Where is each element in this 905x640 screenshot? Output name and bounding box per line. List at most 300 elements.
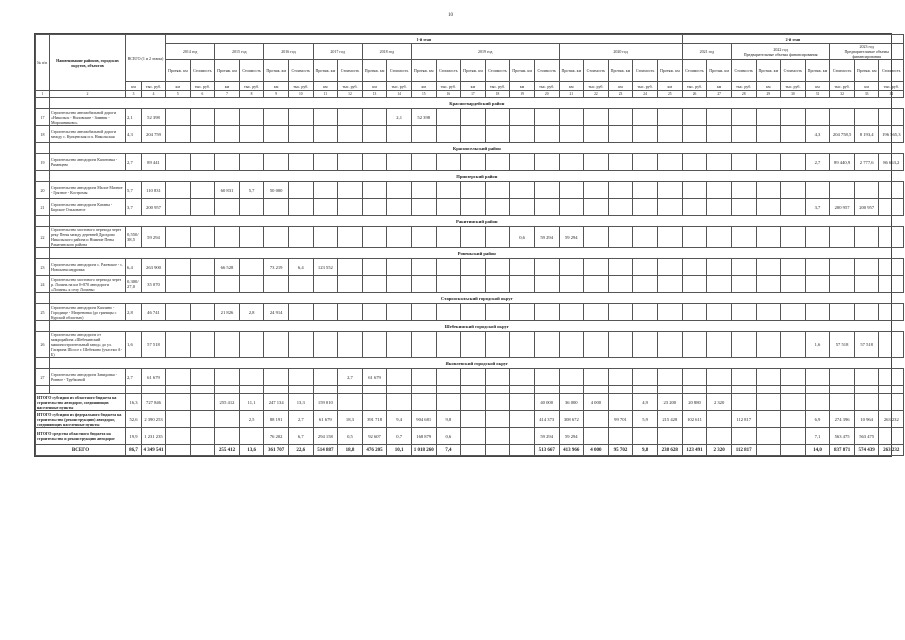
value-cell: 73 219: [264, 259, 289, 276]
blank-cell: [36, 143, 50, 154]
value-cell: [436, 276, 461, 293]
value-cell: [215, 428, 240, 445]
value-cell: [731, 182, 756, 199]
value-cell: [559, 259, 584, 276]
value-cell: [215, 276, 240, 293]
column-number: 13: [362, 91, 387, 98]
value-cell: [608, 126, 633, 143]
value-cell: 40 000: [534, 394, 559, 411]
value-cell: [879, 199, 904, 216]
value-cell: [731, 369, 756, 386]
value-cell: [584, 182, 609, 199]
value-cell: [731, 304, 756, 321]
total-length: 0,550/ 38,5: [126, 227, 142, 248]
blank-cell: [559, 386, 584, 394]
value-cell: 0,6: [510, 227, 535, 248]
blank-cell: [338, 386, 363, 394]
value-cell: [559, 182, 584, 199]
blank-cell: [657, 386, 682, 394]
value-cell: [584, 199, 609, 216]
value-cell: [264, 109, 289, 126]
sub-header-length: Протяж. км: [756, 60, 781, 82]
value-cell: [879, 182, 904, 199]
value-cell: [387, 394, 412, 411]
value-cell: [362, 259, 387, 276]
value-cell: [682, 428, 707, 445]
value-cell: [485, 369, 510, 386]
value-cell: [190, 394, 215, 411]
value-cell: [756, 445, 781, 456]
blank-cell: [36, 248, 50, 259]
subtotal-cost: 1 231 235: [142, 428, 166, 445]
value-cell: [510, 445, 535, 456]
value-cell: [879, 276, 904, 293]
sub-header-cost: Стоимость: [584, 60, 609, 82]
district-section-row: [36, 248, 904, 259]
value-cell: [707, 411, 732, 428]
total-cost: 61 679: [142, 369, 166, 386]
value-cell: [510, 109, 535, 126]
value-cell: [608, 182, 633, 199]
value-cell: [805, 182, 830, 199]
value-cell: [166, 259, 191, 276]
value-cell: [584, 259, 609, 276]
value-cell: [411, 369, 436, 386]
value-cell: [731, 126, 756, 143]
value-cell: 13,6: [239, 445, 264, 456]
value-cell: [461, 394, 486, 411]
column-number: 2: [50, 91, 126, 98]
value-cell: [166, 332, 191, 358]
value-cell: [510, 394, 535, 411]
value-cell: 14,0: [805, 445, 830, 456]
column-number: 19: [510, 91, 535, 98]
value-cell: [338, 154, 363, 171]
value-cell: [190, 445, 215, 456]
row-number: 25: [36, 304, 50, 321]
value-cell: [387, 369, 412, 386]
value-cell: [461, 276, 486, 293]
sub-header-cost: Стоимость: [387, 60, 412, 82]
row-number: 18: [36, 126, 50, 143]
grand-total-row: [36, 445, 904, 456]
row-number: 23: [36, 259, 50, 276]
total-length: 2,1: [126, 109, 142, 126]
value-cell: [584, 411, 609, 428]
sub-header-cost: Стоимость: [190, 60, 215, 82]
total-cost: 263 900: [142, 259, 166, 276]
object-row: [36, 304, 904, 321]
total-cost: 204 759: [142, 126, 166, 143]
value-cell: [756, 109, 781, 126]
value-cell: [313, 276, 338, 293]
value-cell: 0,5: [338, 428, 363, 445]
value-cell: 255 412: [215, 394, 240, 411]
value-cell: [436, 109, 461, 126]
page-number: 10: [448, 13, 453, 18]
value-cell: [411, 276, 436, 293]
value-cell: 215 428: [657, 411, 682, 428]
subtotal-cost: 727 846: [142, 394, 166, 411]
value-cell: [436, 182, 461, 199]
value-cell: [830, 394, 855, 411]
value-cell: [707, 276, 732, 293]
blank-cell: [190, 386, 215, 394]
district-title: Ракитинский район: [50, 216, 904, 227]
value-cell: [657, 126, 682, 143]
object-name: Строительство мостового перехода через р. Лопань на км 0+870 автодороги «Лопань» к селу Лопаньо: [50, 276, 126, 293]
total-cost: 200 957: [142, 199, 166, 216]
value-cell: [559, 154, 584, 171]
value-cell: [264, 126, 289, 143]
value-cell: [781, 182, 806, 199]
unit-rub: тыс. руб.: [830, 82, 855, 91]
sub-header-length: Протяж. км: [707, 60, 732, 82]
sub-header-length: Протяж. км: [510, 60, 535, 82]
value-cell: [387, 259, 412, 276]
column-number: 14: [387, 91, 412, 98]
blank-cell: [36, 171, 50, 182]
total-cost: 57 518: [142, 332, 166, 358]
value-cell: [436, 369, 461, 386]
district-title: Старооскольский городской округ: [50, 293, 904, 304]
value-cell: [879, 332, 904, 358]
value-cell: 21 826: [215, 304, 240, 321]
stage2-header: 2-й этап: [682, 35, 903, 44]
value-cell: [190, 154, 215, 171]
value-cell: 8 193,4: [854, 126, 879, 143]
value-cell: [633, 182, 658, 199]
district-section-row: [36, 143, 904, 154]
value-cell: [362, 126, 387, 143]
value-cell: [485, 227, 510, 248]
unit-rub: тыс. руб.: [534, 82, 559, 91]
value-cell: 9,8: [633, 445, 658, 456]
value-cell: 59 294: [534, 227, 559, 248]
object-row: [36, 369, 904, 386]
value-cell: [338, 276, 363, 293]
value-cell: [657, 227, 682, 248]
value-cell: [436, 227, 461, 248]
unit-km: км: [362, 82, 387, 91]
value-cell: 123 491: [682, 445, 707, 456]
unit-km: км: [461, 82, 486, 91]
value-cell: [239, 227, 264, 248]
value-cell: [436, 126, 461, 143]
unit-km: км: [854, 82, 879, 91]
value-cell: [608, 304, 633, 321]
value-cell: [584, 304, 609, 321]
value-cell: [707, 109, 732, 126]
object-row: [36, 332, 904, 358]
value-cell: [731, 109, 756, 126]
value-cell: [461, 411, 486, 428]
value-cell: [756, 369, 781, 386]
unit-km: км: [166, 82, 191, 91]
sub-header-length: Протяж. км: [559, 60, 584, 82]
value-cell: [805, 227, 830, 248]
object-row: [36, 199, 904, 216]
value-cell: [338, 332, 363, 358]
value-cell: [362, 332, 387, 358]
value-cell: 57 518: [854, 332, 879, 358]
value-cell: [190, 369, 215, 386]
sub-header-cost: Стоимость: [781, 60, 806, 82]
value-cell: [805, 304, 830, 321]
value-cell: [731, 276, 756, 293]
value-cell: [854, 276, 879, 293]
value-cell: [879, 227, 904, 248]
value-cell: [781, 369, 806, 386]
value-cell: [756, 227, 781, 248]
value-cell: 7,1: [805, 428, 830, 445]
unit-rub: тыс. руб.: [731, 82, 756, 91]
value-cell: [215, 227, 240, 248]
value-cell: [731, 428, 756, 445]
blank-cell: [805, 386, 830, 394]
subtotal-length: 52,6: [126, 411, 142, 428]
value-cell: [559, 109, 584, 126]
value-cell: [608, 394, 633, 411]
value-cell: [707, 154, 732, 171]
value-cell: 13,3: [288, 394, 313, 411]
value-cell: [215, 332, 240, 358]
row-number: 20: [36, 182, 50, 199]
value-cell: [239, 199, 264, 216]
value-cell: [411, 394, 436, 411]
value-cell: [879, 369, 904, 386]
column-number: 32: [830, 91, 855, 98]
blank-cell: [608, 386, 633, 394]
value-cell: [633, 109, 658, 126]
value-cell: [682, 182, 707, 199]
value-cell: [510, 369, 535, 386]
unit-km: км: [805, 82, 830, 91]
value-cell: [313, 332, 338, 358]
object-name: Строительство автомобильной дороги «Никольск - Ниловские - Зимник - Мирошниково»: [50, 109, 126, 126]
value-cell: 247 134: [264, 394, 289, 411]
value-cell: 2,7: [288, 411, 313, 428]
col-no-header: № п/п: [36, 35, 50, 91]
total-length: 3,7: [126, 199, 142, 216]
total-length: 1,6: [126, 332, 142, 358]
value-cell: [166, 276, 191, 293]
value-cell: [338, 304, 363, 321]
total-length: 5,7: [126, 182, 142, 199]
value-cell: 6,4: [288, 259, 313, 276]
value-cell: [485, 109, 510, 126]
value-cell: [436, 259, 461, 276]
blank-cell: [731, 386, 756, 394]
unit-km: км: [313, 82, 338, 91]
value-cell: [633, 304, 658, 321]
blank-cell: [166, 386, 191, 394]
row-number: 27: [36, 369, 50, 386]
value-cell: [239, 276, 264, 293]
value-cell: [559, 369, 584, 386]
unit-km: км: [608, 82, 633, 91]
value-cell: [534, 126, 559, 143]
column-number: 29: [756, 91, 781, 98]
value-cell: [461, 109, 486, 126]
value-cell: 6,9: [805, 411, 830, 428]
value-cell: [781, 276, 806, 293]
total-length: 4,3: [126, 126, 142, 143]
sub-header-cost: Стоимость: [338, 60, 363, 82]
value-cell: [731, 394, 756, 411]
value-cell: [485, 126, 510, 143]
value-cell: 574 439: [854, 445, 879, 456]
total-cost: 110 831: [142, 182, 166, 199]
year-2014: 2014 год: [166, 44, 215, 60]
value-cell: [411, 259, 436, 276]
value-cell: [731, 199, 756, 216]
value-cell: [584, 227, 609, 248]
value-cell: 476 205: [362, 445, 387, 456]
district-title: Яковлевский городской округ: [50, 358, 904, 369]
value-cell: [166, 369, 191, 386]
total-cost: 89 441: [142, 154, 166, 171]
year-2015: 2015 год: [215, 44, 264, 60]
column-number: 18: [485, 91, 510, 98]
value-cell: 4,3: [805, 126, 830, 143]
value-cell: 9,4: [387, 411, 412, 428]
value-cell: [485, 259, 510, 276]
value-cell: [731, 332, 756, 358]
row-number: 17: [36, 109, 50, 126]
value-cell: [190, 182, 215, 199]
value-cell: [534, 304, 559, 321]
value-cell: [559, 304, 584, 321]
value-cell: [756, 199, 781, 216]
subtotal-row: [36, 428, 904, 445]
unit-rub: тыс. руб.: [387, 82, 412, 91]
value-cell: [657, 369, 682, 386]
district-section-row: [36, 216, 904, 227]
value-cell: [190, 332, 215, 358]
value-cell: [510, 276, 535, 293]
value-cell: [313, 126, 338, 143]
value-cell: [682, 126, 707, 143]
value-cell: 24 914: [264, 304, 289, 321]
blank-cell: [461, 386, 486, 394]
blank-cell: [854, 386, 879, 394]
blank-cell: [36, 98, 50, 109]
value-cell: [485, 332, 510, 358]
blank-cell: [682, 386, 707, 394]
blank-cell: [50, 386, 126, 394]
value-cell: [534, 154, 559, 171]
value-cell: [485, 428, 510, 445]
year-2018: 2018 год: [362, 44, 411, 60]
value-cell: 76 202: [264, 428, 289, 445]
value-cell: [608, 154, 633, 171]
sub-header-cost: Стоимость: [830, 60, 855, 82]
object-name: Строительство мостового перехода через реку Пены между деревней Дроздово Никольского района и Нижние Пены Ракитинского района: [50, 227, 126, 248]
value-cell: 904 681: [411, 411, 436, 428]
value-cell: [387, 126, 412, 143]
unit-rub: тыс. руб.: [584, 82, 609, 91]
object-row: [36, 276, 904, 293]
unit-rub: тыс. руб.: [879, 82, 904, 91]
value-cell: 414 373: [534, 411, 559, 428]
value-cell: 10,1: [387, 445, 412, 456]
value-cell: 112 817: [731, 445, 756, 456]
column-number: 27: [707, 91, 732, 98]
value-cell: [707, 428, 732, 445]
value-cell: [633, 332, 658, 358]
value-cell: [805, 276, 830, 293]
objects-financing-table: [35, 34, 904, 456]
value-cell: [288, 154, 313, 171]
value-cell: [682, 154, 707, 171]
unit-km: км: [756, 82, 781, 91]
object-row: [36, 126, 904, 143]
value-cell: [510, 304, 535, 321]
sub-header-length: Протяж. км: [215, 60, 240, 82]
value-cell: [239, 154, 264, 171]
value-cell: [510, 259, 535, 276]
value-cell: [387, 304, 412, 321]
value-cell: [781, 227, 806, 248]
value-cell: [510, 428, 535, 445]
value-cell: [559, 332, 584, 358]
column-number: 9: [264, 91, 289, 98]
value-cell: 4 000: [584, 394, 609, 411]
object-name: Строительство автодороги Катаны - Бирское Ольховатое: [50, 199, 126, 216]
value-cell: [166, 304, 191, 321]
value-cell: [756, 332, 781, 358]
value-cell: [854, 227, 879, 248]
unit-rub: тыс. руб.: [436, 82, 461, 91]
value-cell: [510, 199, 535, 216]
year-2023: 2023 год Предварительные объемы финансирования: [830, 44, 904, 60]
value-cell: [657, 154, 682, 171]
column-number: 28: [731, 91, 756, 98]
value-cell: [239, 369, 264, 386]
value-cell: [387, 199, 412, 216]
value-cell: 5,9: [633, 411, 658, 428]
value-cell: 88 191: [264, 411, 289, 428]
value-cell: 0,7: [387, 428, 412, 445]
value-cell: [215, 126, 240, 143]
value-cell: [387, 182, 412, 199]
district-title: Приозерский район: [50, 171, 904, 182]
value-cell: [657, 276, 682, 293]
value-cell: [805, 369, 830, 386]
column-number: 24: [633, 91, 658, 98]
row-number: 19: [36, 154, 50, 171]
value-cell: [510, 411, 535, 428]
total-cost: 46 741: [142, 304, 166, 321]
unit-km: км: [559, 82, 584, 91]
value-cell: [756, 276, 781, 293]
value-cell: [411, 126, 436, 143]
blank-cell: [707, 386, 732, 394]
value-cell: [854, 394, 879, 411]
value-cell: 2 777,6: [854, 154, 879, 171]
blank-cell: [215, 386, 240, 394]
value-cell: [682, 276, 707, 293]
unit-rub: тыс. руб.: [682, 82, 707, 91]
blank-cell: [879, 386, 904, 394]
total-cost: 52 398: [142, 109, 166, 126]
value-cell: 563 475: [830, 428, 855, 445]
value-cell: 1,6: [805, 332, 830, 358]
value-cell: [338, 199, 363, 216]
column-number: 34: [879, 91, 904, 98]
value-cell: [781, 109, 806, 126]
